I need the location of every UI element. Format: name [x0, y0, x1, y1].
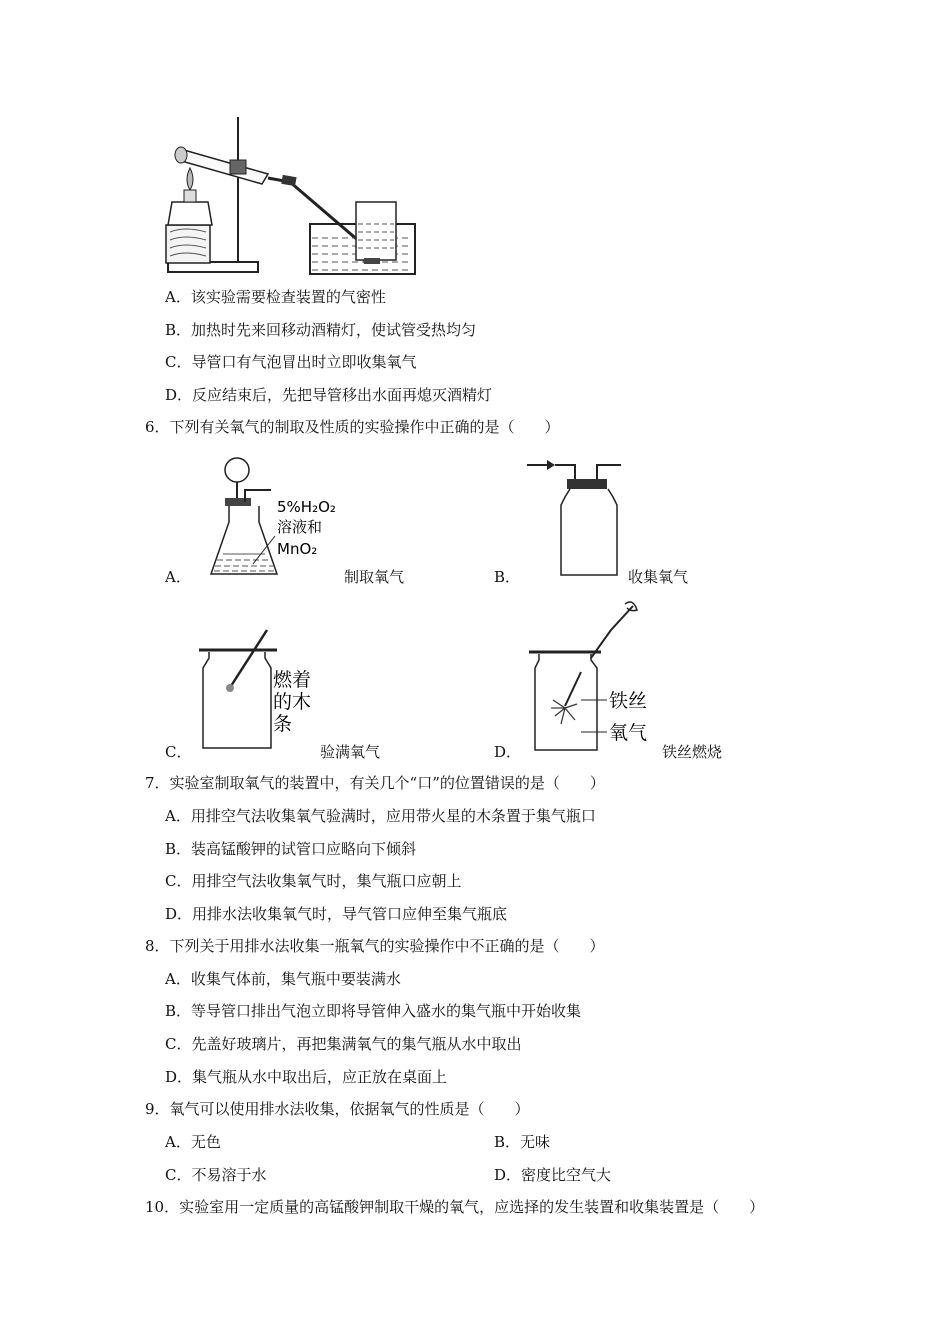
q9-option-d: D．密度比空气大	[494, 1166, 612, 1184]
q5-option-b: B．加热时先来回移动酒精灯，使试管受热均匀	[165, 321, 477, 339]
q6-a-label-1: 5%H₂O₂	[277, 498, 336, 516]
q6-c-caption: 验满氧气	[320, 743, 381, 761]
q6-c-letter: C．	[165, 743, 192, 761]
q6-stem: 6．下列有关氧气的制取及性质的实验操作中正确的是（ ）	[145, 418, 560, 436]
q5-option-a: A．该实验需要检查装置的气密性	[165, 288, 386, 306]
q9-stem: 9．氧气可以使用排水法收集，依据氧气的性质是（ ）	[145, 1100, 530, 1118]
q6-d-caption: 铁丝燃烧	[662, 743, 723, 761]
q7-option-b: B．装高锰酸钾的试管口应略向下倾斜	[165, 840, 417, 858]
q9-option-a: A．无色	[165, 1133, 221, 1151]
q6-d-letter: D．	[494, 743, 522, 761]
q6-a-letter: A．	[165, 568, 191, 586]
q6-c-label-3: 条	[273, 713, 293, 735]
q6-d-label-1: 铁丝	[609, 690, 648, 712]
q5-apparatus-figure	[160, 112, 420, 282]
q7-option-d: D．用排水法收集氧气时，导气管口应伸至集气瓶底	[165, 905, 508, 923]
q6-d-label-2: 氧气	[609, 722, 648, 744]
q6-b-letter: B．	[494, 568, 521, 586]
q8-option-c: C．先盖好玻璃片，再把集满氧气的集气瓶从水中取出	[165, 1035, 522, 1053]
q6-c-jar-figure	[195, 628, 325, 754]
q8-option-d: D．集气瓶从水中取出后，应正放在桌面上	[165, 1068, 448, 1086]
q9-option-b: B．无味	[494, 1133, 551, 1151]
q6-a-label-2: 溶液和	[277, 518, 323, 536]
q6-a-caption: 制取氧气	[344, 568, 405, 586]
q8-option-b: B．等导管口排出气泡立即将导管伸入盛水的集气瓶中开始收集	[165, 1002, 582, 1020]
q5-option-d: D．反应结束后，先把导管移出水面再熄灭酒精灯	[165, 386, 493, 404]
q6-d-jar-figure	[525, 600, 665, 752]
q6-c-label-2: 的木	[273, 691, 312, 713]
q7-option-a: A．用排空气法收集氧气验满时，应用带火星的木条置于集气瓶口	[165, 807, 596, 825]
q5-option-c: C．导管口有气泡冒出时立即收集氧气	[165, 353, 417, 371]
q8-stem: 8．下列关于用排水法收集一瓶氧气的实验操作中不正确的是（ ）	[145, 937, 605, 955]
q7-option-c: C．用排空气法收集氧气时，集气瓶口应朝上	[165, 872, 462, 890]
q9-option-c: C．不易溶于水	[165, 1166, 267, 1184]
q7-stem: 7．实验室制取氧气的装置中，有关几个“口”的位置错误的是（ ）	[145, 774, 605, 792]
q8-option-a: A．收集气体前，集气瓶中要装满水	[165, 970, 401, 988]
q6-c-label-1: 燃着	[273, 669, 312, 691]
q6-b-caption: 收集氧气	[628, 568, 689, 586]
q6-a-label-3: MnO₂	[277, 540, 318, 558]
q6-b-gasjar-figure	[525, 455, 625, 581]
q10-stem: 10．实验室用一定质量的高锰酸钾制取干燥的氧气，应选择的发生装置和收集装置是（ ）	[145, 1198, 765, 1216]
q6-a-flask-figure	[205, 452, 355, 582]
